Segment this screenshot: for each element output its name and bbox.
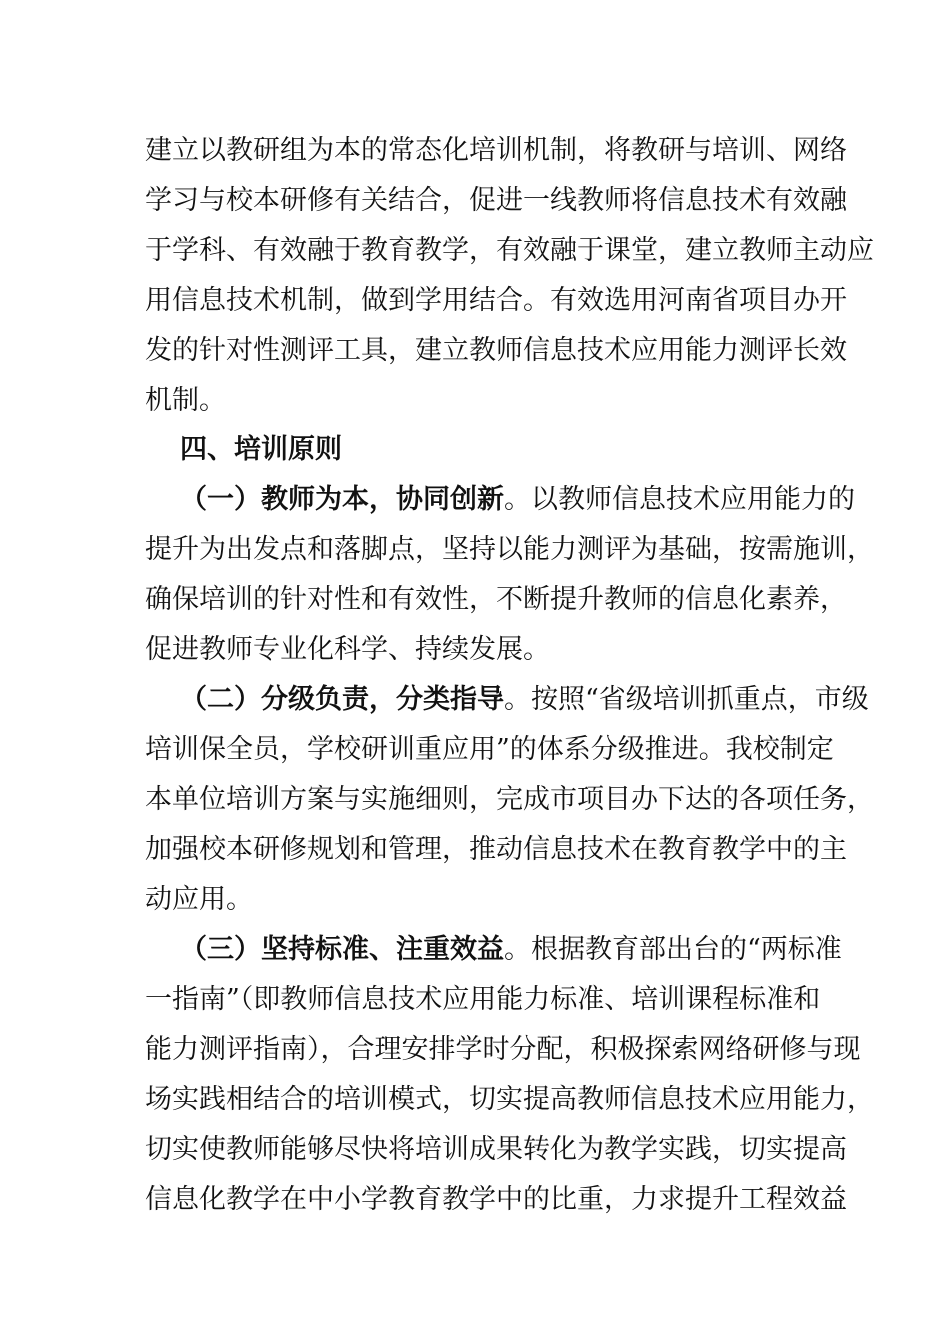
principle-1-title: （一）教师为本，协同创新 bbox=[180, 484, 504, 515]
section-heading: 四、培训原则 bbox=[180, 434, 342, 465]
principle-3-first-line bbox=[180, 932, 842, 968]
principle-3-line-2: 一指南”（即教师信息技术应用能力标准、培训课程标准和 bbox=[145, 984, 821, 1015]
intro-line-2: 学习与校本研修有关结合，促进一线教师将信息技术有效融 bbox=[145, 185, 847, 216]
intro-line-1: 建立以教研组为本的常态化培训机制，将教研与培训、网络 bbox=[145, 135, 847, 166]
principle-3-title: （三）坚持标准、注重效益 bbox=[180, 934, 504, 965]
intro-line-4: 用信息技术机制，做到学用结合。有效选用河南省项目办开 bbox=[145, 285, 847, 316]
principle-1-lead: 。以教师信息技术应用能力的 bbox=[504, 484, 855, 515]
principle-3-line-5: 切实使教师能够尽快将培训成果转化为教学实践，切实提高 bbox=[145, 1134, 847, 1165]
principle-2-lead: 。按照“省级培训抓重点，市级 bbox=[504, 684, 869, 715]
principle-2-line-5: 动应用。 bbox=[145, 884, 253, 915]
principle-1-line-2: 提升为出发点和落脚点，坚持以能力测评为基础，按需施训， bbox=[145, 534, 874, 565]
principle-2-line-2: 培训保全员，学校研训重应用”的体系分级推进。我校制定 bbox=[145, 734, 834, 765]
principle-2-title: （二）分级负责，分类指导 bbox=[180, 684, 504, 715]
principle-3-line-4: 场实践相结合的培训模式，切实提高教师信息技术应用能力， bbox=[145, 1084, 874, 1115]
principle-3-lead: 。根据教育部出台的“两标准 bbox=[504, 934, 842, 965]
principle-2-first-line bbox=[180, 682, 869, 718]
principle-1-first-line bbox=[180, 482, 855, 518]
principle-1-line-3: 确保培训的针对性和有效性，不断提升教师的信息化素养， bbox=[145, 584, 847, 615]
principle-2-line-4: 加强校本研修规划和管理，推动信息技术在教育教学中的主 bbox=[145, 834, 847, 865]
intro-line-3: 于学科、有效融于教育教学，有效融于课堂，建立教师主动应 bbox=[145, 235, 874, 266]
principle-2-line-3: 本单位培训方案与实施细则，完成市项目办下达的各项任务， bbox=[145, 784, 874, 815]
principle-3-line-3: 能力测评指南），合理安排学时分配，积极探索网络研修与现 bbox=[145, 1034, 861, 1065]
principle-1-line-4: 促进教师专业化科学、持续发展。 bbox=[145, 634, 550, 665]
intro-line-6: 机制。 bbox=[145, 385, 226, 416]
intro-line-5: 发的针对性测评工具，建立教师信息技术应用能力测评长效 bbox=[145, 335, 847, 366]
principle-3-line-6: 信息化教学在中小学教育教学中的比重，力求提升工程效益 bbox=[145, 1184, 847, 1215]
